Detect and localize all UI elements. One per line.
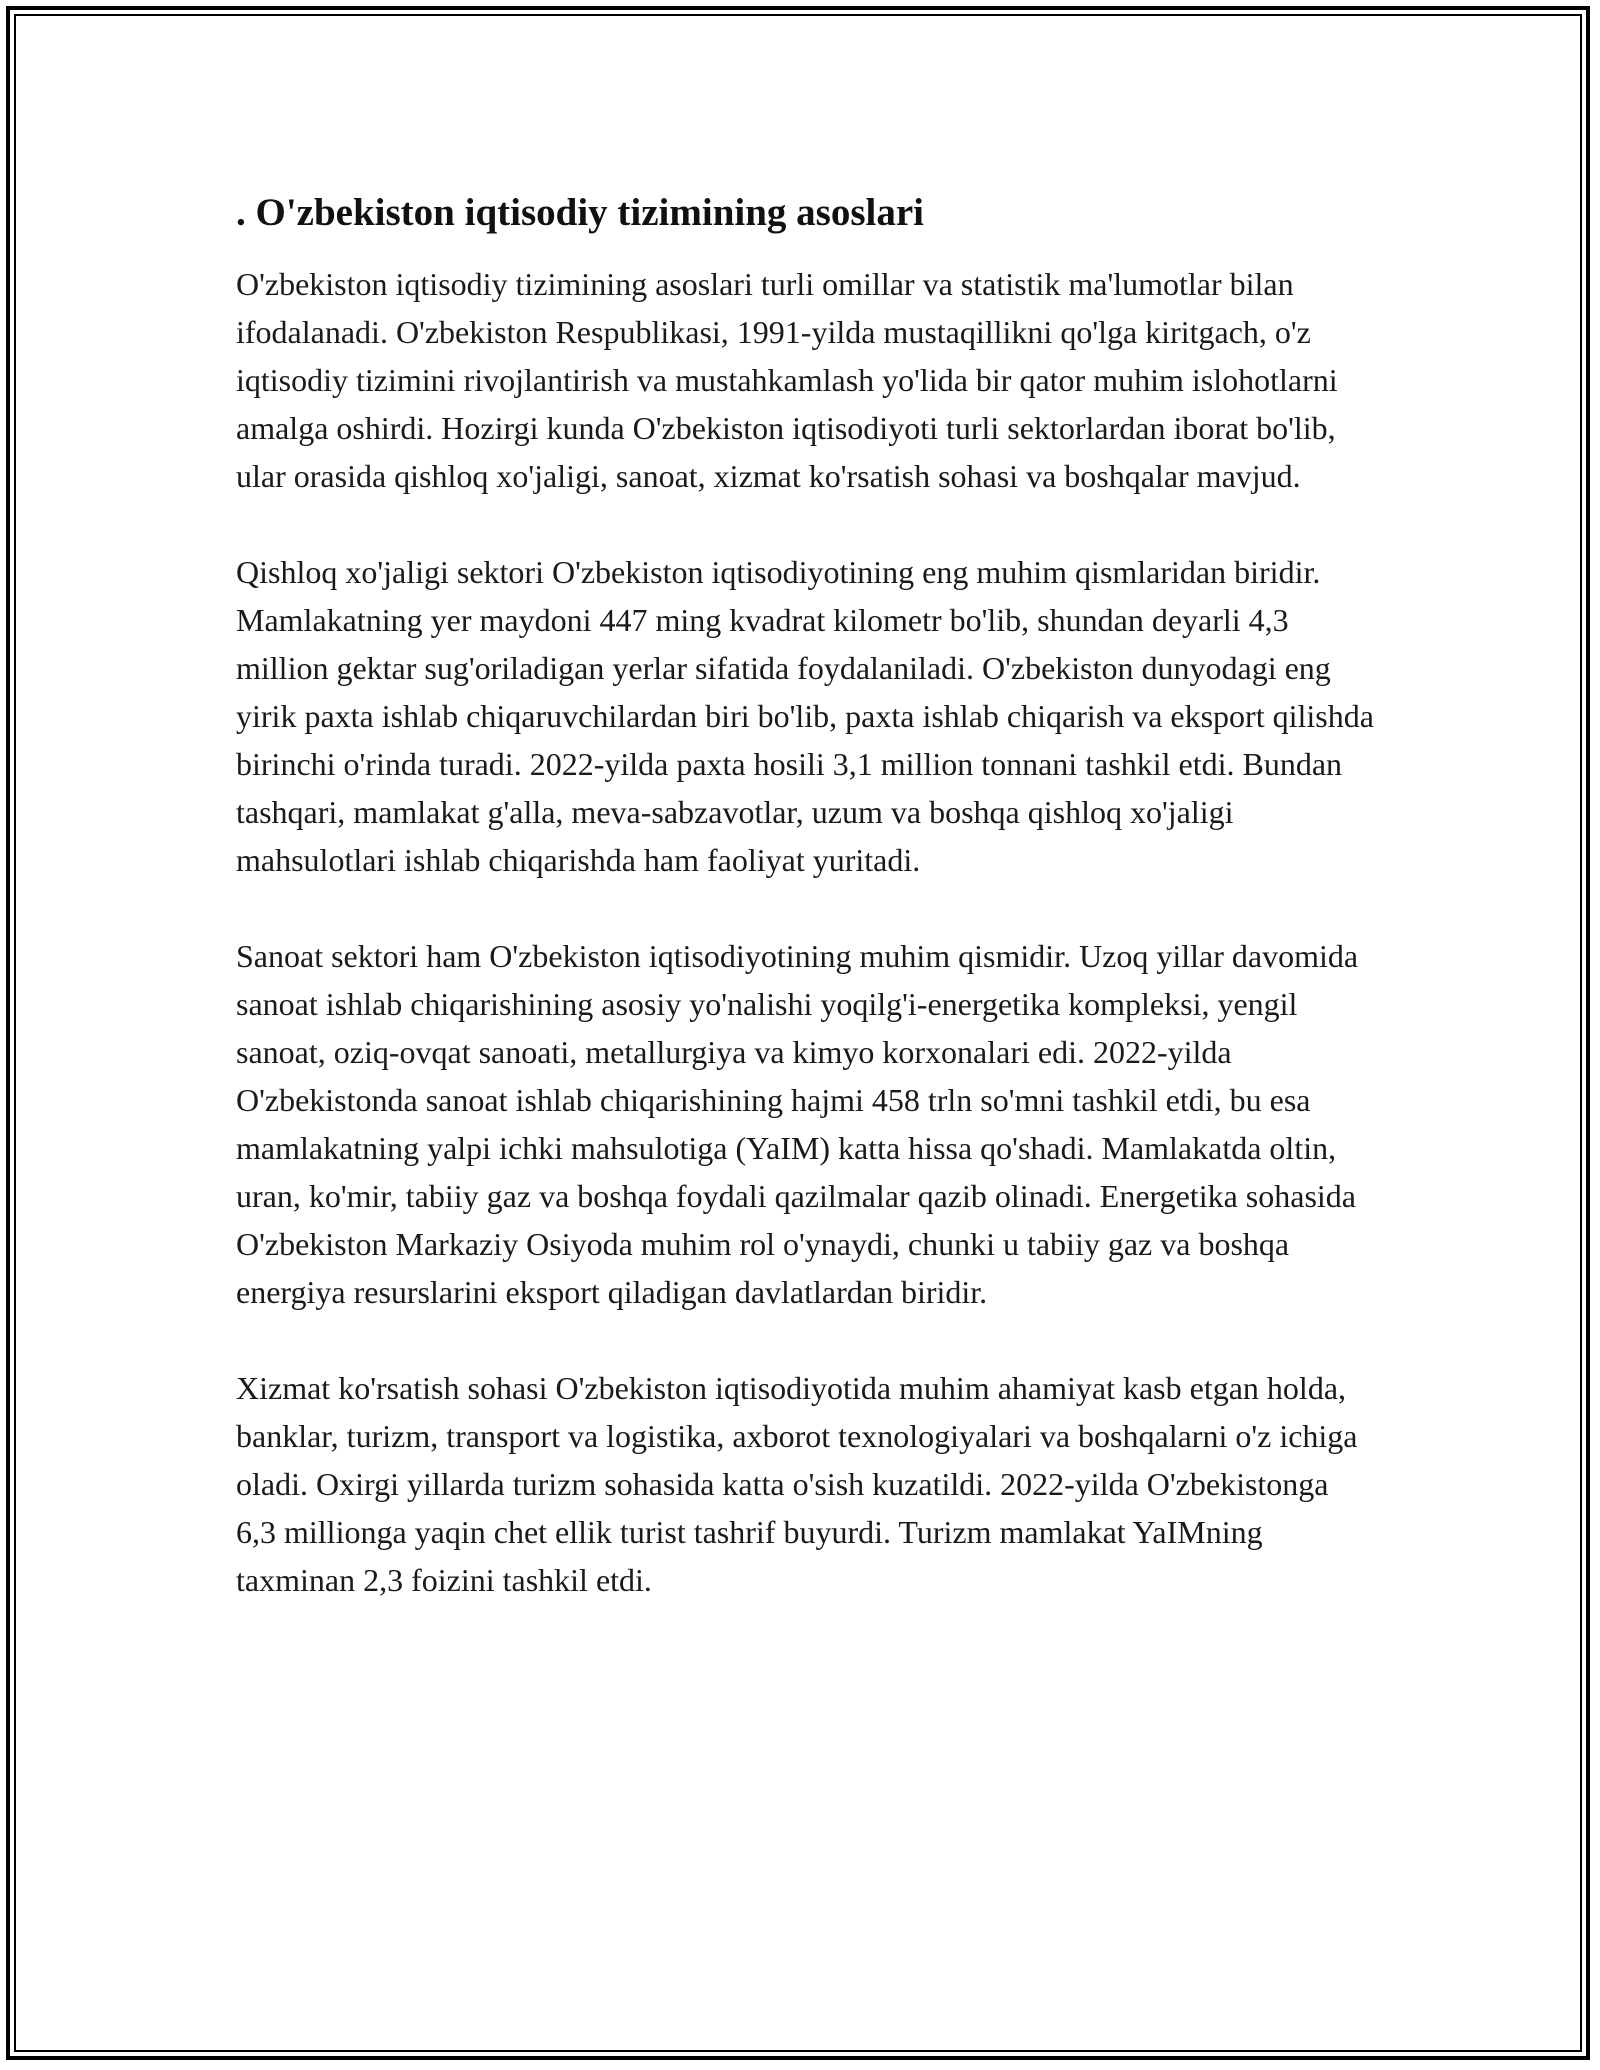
document-title: . O'zbekiston iqtisodiy tizimining asoslari	[236, 191, 925, 234]
paragraph-agriculture: Qishloq xo'jaligi sektori O'zbekiston iqtisodiyotining eng muhim qismlaridan biridir. Mamlakatning yer maydoni 447 ming kvadrat kilometr bo'lib, shundan deyarli 4,3 million gektar sug'oriladigan yerlar sifatida foydalaniladi. O'zbekiston dunyodagi eng yirik paxta ishlab chiqaruvchilardan biri bo'lib, paxta ishlab chiqarish va eksport qilishda birinchi o'rinda turadi. 2022-yilda paxta hosili 3,1 million tonnani tashkil etdi. Bundan tashqari, mamlakat g'alla, meva-sabzavotlar, uzum va boshqa qishloq xo'jaligi mahsulotlari ishlab chiqarishda ham faoliyat yuritadi.	[236, 554, 1374, 878]
paragraph-overview: O'zbekiston iqtisodiy tizimining asoslari turli omillar va statistik ma'lumotlar bilan ifodalanadi. O'zbekiston Respublikasi, 1991-yilda mustaqillikni qo'lga kiritgach, o'z iqtisodiy tizimini rivojlantirish va mustahkamlash yo'lida bir qator muhim islohotlarni amalga oshirdi. Hozirgi kunda O'zbekiston iqtisodiyoti turli sektorlardan iborat bo'lib, ular orasida qishloq xo'jaligi, sanoat, xizmat ko'rsatish sohasi va boshqalar mavjud.	[236, 266, 1338, 494]
paragraph-services: Xizmat ko'rsatish sohasi O'zbekiston iqtisodiyotida muhim ahamiyat kasb etgan holda, banklar, turizm, transport va logistika, axborot texnologiyalari va boshqalarni o'z ichiga oladi. Oxirgi yillarda turizm sohasida katta o'sish kuzatildi. 2022-yilda O'zbekistonga 6,3 millionga yaqin chet ellik turist tashrif buyurdi. Turizm mamlakat YaIMning taxminan 2,3 foizini tashkil etdi.	[236, 1370, 1358, 1598]
document-body	[236, 186, 1376, 1652]
paragraph-industry: Sanoat sektori ham O'zbekiston iqtisodiyotining muhim qismidir. Uzoq yillar davomida sanoat ishlab chiqarishining asosiy yo'nalishi yoqilg'i-energetika kompleksi, yengil sanoat, oziq-ovqat sanoati, metallurgiya va kimyo korxonalari edi. 2022-yilda O'zbekistonda sanoat ishlab chiqarishining hajmi 458 trln so'mni tashkil etdi, bu esa mamlakatning yalpi ichki mahsulotiga (YaIM) katta hissa qo'shadi. Mamlakatda oltin, uran, ko'mir, tabiiy gaz va boshqa foydali qazilmalar qazib olinadi. Energetika sohasida O'zbekiston Markaziy Osiyoda muhim rol o'ynaydi, chunki u tabiiy gaz va boshqa energiya resurslarini eksport qiladigan davlatlardan biridir.	[236, 938, 1359, 1310]
